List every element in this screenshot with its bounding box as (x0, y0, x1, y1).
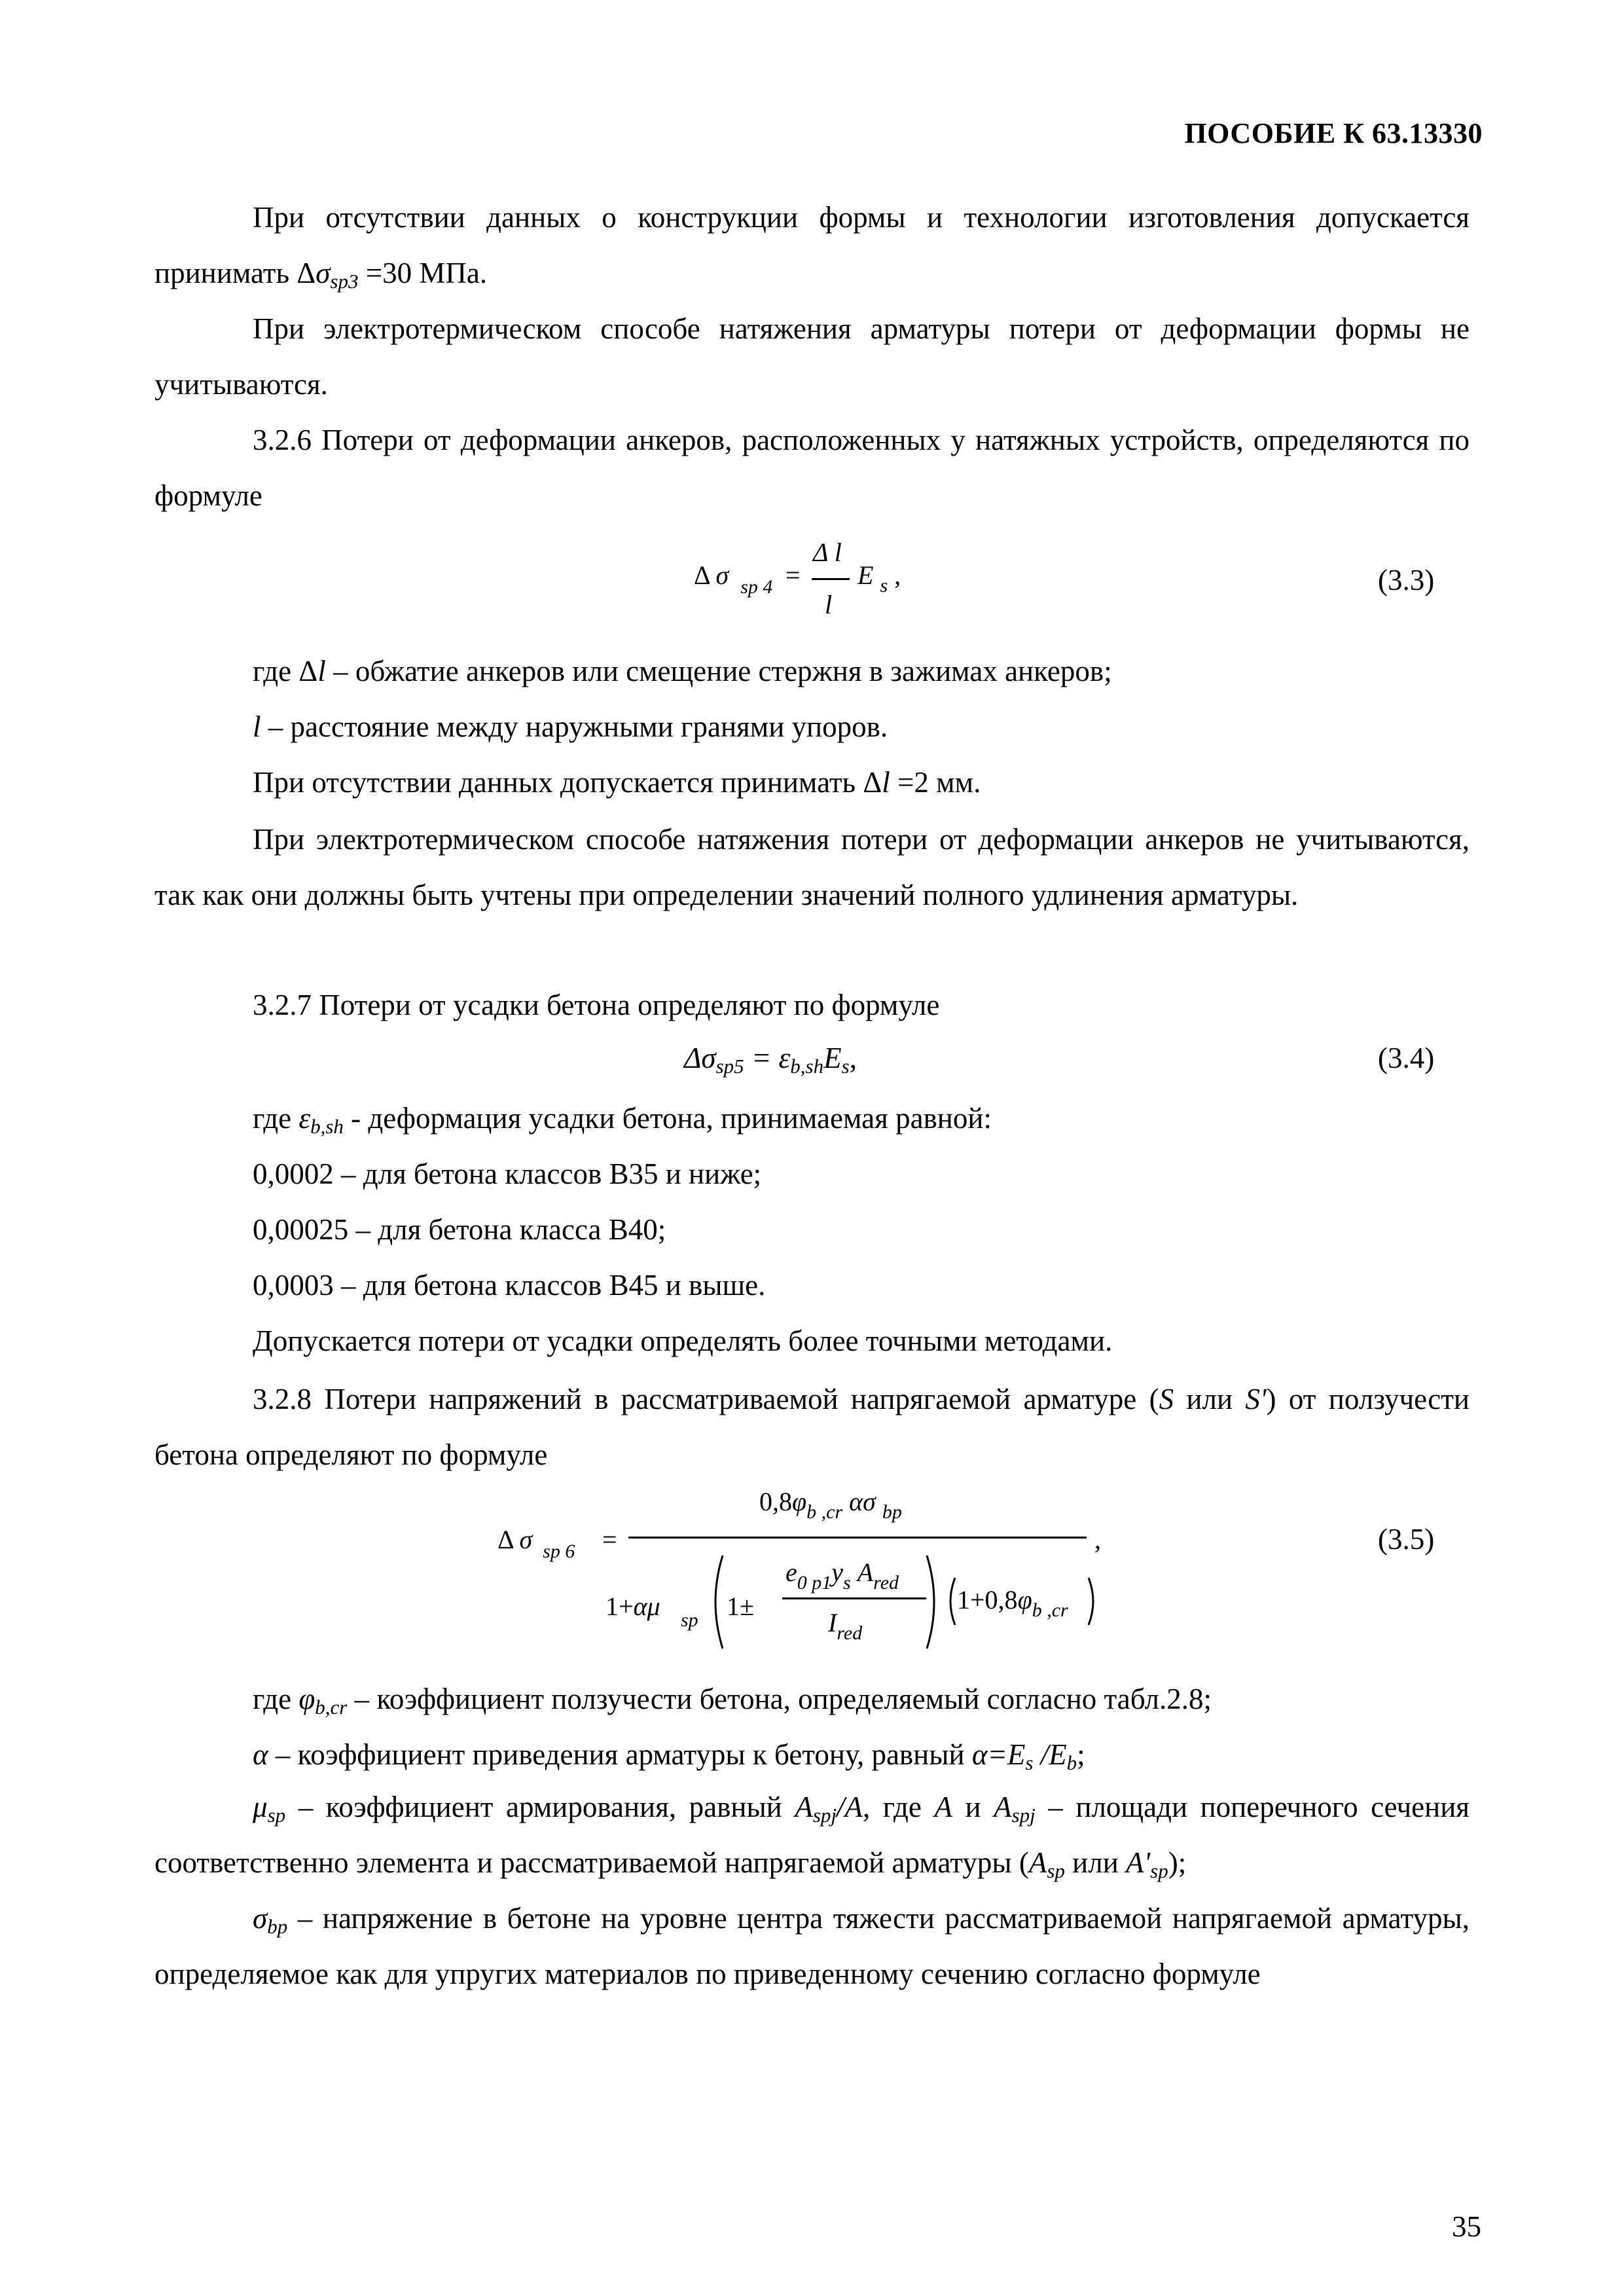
sigma-symbol: σ (253, 1902, 268, 1935)
formula-3-3-numerator (813, 537, 842, 568)
definition-alpha (253, 1735, 1085, 1774)
formula-subscript: sp 4 (740, 576, 773, 598)
y-symbol: y (831, 1558, 844, 1587)
paren-left-icon (706, 1553, 725, 1651)
sigma-symbol: σ (316, 257, 331, 289)
a-symbol: A (795, 1791, 813, 1823)
mu-subscript: sp (267, 1804, 286, 1827)
numerator-text: Δ l (813, 538, 842, 567)
paren-small-left-icon (944, 1575, 957, 1628)
sp-subscript: sp (681, 1609, 698, 1631)
paragraph-electrothermal-form: При электротермическом способе натяжения арматуры потери от деформации формы не учитываются. (154, 312, 1470, 401)
definition-text: – напряжение в бетоне на уровне центра тяжести рассматриваемой напрягаемой арматуры, определяемое как для упругих материалов по приведенному сечению согласно формуле (154, 1902, 1470, 1990)
formula-3-5-tail (957, 1584, 1068, 1621)
definition-eps (253, 1099, 992, 1138)
formula-subscript: sp 6 (543, 1540, 575, 1562)
definition-text: – обжатие анкеров или смещение стержня в зажимах анкеров; (325, 655, 1112, 687)
a-symbol: A (1028, 1846, 1047, 1879)
l-symbol: l (253, 710, 261, 743)
a-symbol: A (934, 1791, 952, 1823)
equation-number-3-5: (3.5) (1378, 1523, 1435, 1556)
modulus-symbol: E (857, 560, 874, 590)
formula-eps: = ε (744, 1042, 791, 1074)
paren-small-right-icon (1087, 1575, 1100, 1628)
definition-phi (253, 1679, 1212, 1719)
definition-text: , где (863, 1791, 935, 1823)
delta-symbol: Δ (497, 1525, 513, 1554)
l-symbol: l (317, 655, 326, 687)
formula-3-5-inner-denominator (828, 1607, 863, 1644)
definition-text: – коэффициент приведения арматуры к бетону, равный (268, 1738, 972, 1771)
formula-3-3-modulus (857, 560, 901, 596)
phi-symbol: φ (792, 1487, 807, 1516)
definition-mu (154, 1779, 1470, 1891)
value-b40: 0,00025 – для бетона класса В40; (253, 1213, 666, 1246)
inner-fraction-line (782, 1597, 926, 1599)
a-symbol: A (857, 1558, 874, 1587)
formula-3-5-equals: = (602, 1525, 617, 1554)
definition-text: где (253, 1683, 299, 1715)
definition-text: – расстояние между наружными гранями упоров. (261, 710, 888, 743)
denominator-one: 1+ (605, 1592, 634, 1621)
page-number: 35 (1452, 2210, 1481, 2243)
alpha-sigma: ασ (849, 1487, 876, 1516)
definition-text: ); (1168, 1846, 1187, 1879)
paragraph-text: =30 МПа. (358, 257, 488, 289)
formula-3-3 (694, 560, 773, 598)
sp-subscript: sp (1150, 1859, 1168, 1882)
paragraph-text: При отсутствии данных о конструкции формы и технологии изготовления допускается принимать (154, 201, 1470, 289)
l-symbol: l (882, 766, 890, 799)
delta-symbol: Δ (298, 655, 318, 687)
a-symbol: A (994, 1791, 1012, 1823)
formula-3-3-equals: = (785, 560, 801, 590)
paragraph-3-2-6: 3.2.6 Потери от деформации анкеров, расположенных у натяжных устройств, определяются по формуле (154, 424, 1470, 512)
definition-text: При отсутствии данных допускается принимать (253, 766, 863, 799)
spj-subscript: spj (1011, 1804, 1036, 1827)
phi-symbol: φ (1017, 1585, 1032, 1614)
modulus-symbol: E (823, 1042, 842, 1074)
formula-lhs: Δσ (684, 1042, 716, 1074)
one-plus-minus: 1± (727, 1592, 754, 1621)
precise-methods: Допускается потери от усадки определять более точными методами. (253, 1324, 1113, 1357)
paragraph-3-2-7: 3.2.7 Потери от усадки бетона определяют по формуле (253, 989, 940, 1021)
delta-symbol: Δ (297, 257, 316, 289)
alpha-symbol: α (253, 1738, 268, 1771)
es-subscript: s (1025, 1751, 1034, 1774)
definition-text: – площади поперечного сечения соответственно элемента и рассматриваемой напрягаемой арматуры ( (154, 1791, 1470, 1879)
formula-3-5-denominator-start (605, 1591, 660, 1622)
paragraph-text: ) от ползучести бетона определяют по формуле (154, 1383, 1470, 1471)
definition-delta-l (253, 651, 1112, 691)
fraction-line (628, 1537, 1087, 1539)
formula-3-5-inner-numerator (785, 1557, 899, 1594)
eps-subscript: b,sh (310, 1115, 344, 1138)
formula-3-5-numerator (759, 1486, 902, 1523)
tail-coef: 1+0,8 (957, 1585, 1018, 1614)
i-symbol: I (828, 1608, 837, 1637)
definition-text: =2 мм. (890, 766, 981, 799)
alpha-equation: α=E (971, 1738, 1026, 1771)
sigma-symbol: σ (519, 1525, 533, 1554)
formula-3-5-lhs (497, 1524, 575, 1562)
eb-subscript: b (1066, 1751, 1077, 1774)
phi-subscript: b ,cr (1032, 1599, 1068, 1621)
a-prime-symbol: A' (1126, 1846, 1151, 1879)
definition-text: где (253, 655, 299, 687)
sp-subscript: sp (1047, 1859, 1065, 1882)
a-symbol: /A (837, 1791, 863, 1823)
paragraph-no-form-data (154, 190, 1470, 301)
mu-symbol: μ (253, 1791, 268, 1823)
phi-subscript: b,cr (315, 1696, 348, 1719)
formula-comma: , (894, 560, 901, 590)
formula-3-4 (684, 1041, 857, 1078)
phi-subscript: b ,cr (806, 1501, 843, 1523)
value-b45: 0,0003 – для бетона классов В45 и выше. (253, 1269, 766, 1302)
phi-symbol: φ (298, 1683, 316, 1715)
e-symbol: e (785, 1558, 797, 1587)
definition-text: и (952, 1791, 994, 1823)
delta-symbol: Δ (863, 766, 882, 799)
definition-text: – коэффициент армирования, равный (285, 1791, 795, 1823)
page-header: ПОСОБИЕ К 63.13330 (1184, 117, 1483, 149)
formula-subscript: s (841, 1055, 850, 1078)
a-subscript: red (873, 1572, 899, 1594)
formula-3-5-comma: , (1094, 1525, 1101, 1554)
formula-3-3-denominator: l (825, 590, 833, 619)
spj-subscript: spj (812, 1804, 837, 1827)
numerator-coef: 0,8 (759, 1487, 792, 1516)
equation-number-3-4: (3.4) (1378, 1042, 1435, 1074)
paragraph-text: 3.2.8 Потери напряжений в рассматриваемой напрягаемой арматуре ( (253, 1383, 1159, 1415)
definition-text: - деформация усадки бетона, принимаемая равной: (343, 1102, 992, 1135)
delta-symbol: Δ (694, 560, 710, 590)
eps-symbol: ε (298, 1102, 311, 1135)
equation-number-3-3: (3.3) (1378, 564, 1435, 596)
delta-l-default (253, 763, 981, 802)
paragraph-text: или (1174, 1383, 1246, 1415)
s-symbol: S (1159, 1383, 1174, 1415)
definition-sigma-bp (154, 1891, 1470, 2002)
sigma-symbol: σ (715, 560, 729, 590)
formula-subscript: sp5 (715, 1055, 744, 1078)
sigma-subscript: sp3 (330, 270, 359, 293)
definition-l (253, 707, 888, 746)
s-prime-symbol: S' (1245, 1383, 1267, 1415)
bp-subscript: bp (882, 1501, 902, 1523)
definition-text: или (1064, 1846, 1127, 1879)
paragraph-3-2-8 (154, 1372, 1470, 1483)
definition-text: – коэффициент ползучести бетона, определяемый согласно табл.2.8; (347, 1683, 1212, 1715)
alpha-mu: αμ (633, 1592, 660, 1621)
modulus-subscript: s (880, 575, 888, 596)
y-subscript: s (843, 1572, 851, 1594)
bp-subscript: bp (267, 1915, 288, 1938)
i-subscript: red (837, 1622, 863, 1644)
value-b35: 0,0002 – для бетона классов В35 и ниже; (253, 1157, 762, 1190)
definition-text: где (253, 1102, 299, 1135)
formula-comma: , (849, 1042, 857, 1074)
fraction-line (812, 578, 850, 580)
definition-text: ; (1077, 1738, 1085, 1771)
paren-right-icon (924, 1553, 944, 1651)
e-subscript: 0 p1 (797, 1572, 832, 1594)
formula-subscript: b,sh (790, 1055, 824, 1078)
paragraph-electrothermal-anchors: При электротермическом способе натяжения потери от деформации анкеров не учитываются, так как они должны быть учтены при определении значений полного удлинения арматуры. (154, 823, 1470, 911)
alpha-equation: /E (1033, 1738, 1067, 1771)
